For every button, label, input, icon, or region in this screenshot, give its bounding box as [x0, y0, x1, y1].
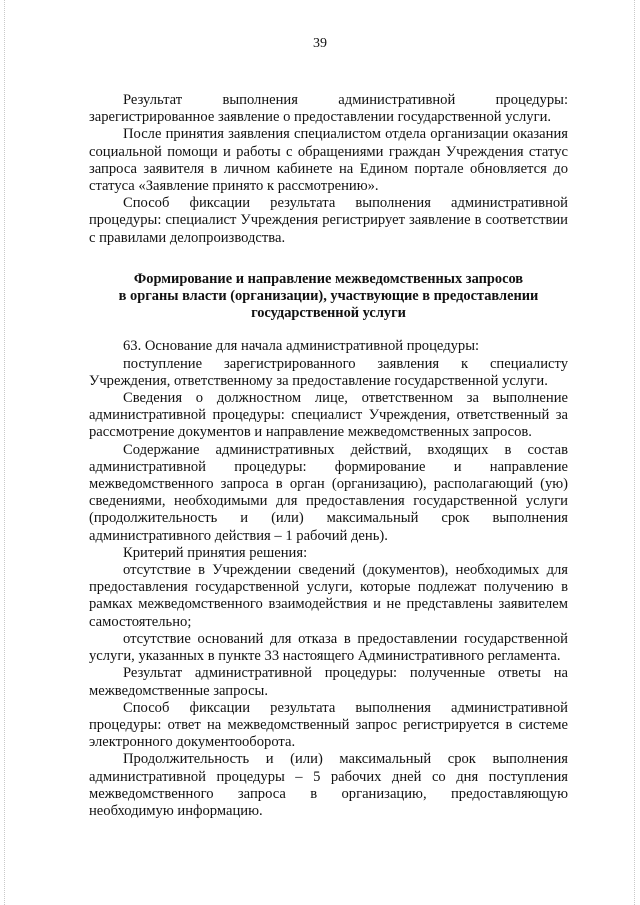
paragraph: Результат выполнения административной процедуры: зарегистрированное заявление о предоставлении государственной услуги.	[89, 92, 568, 126]
paragraph: Результат административной процедуры: полученные ответы на межведомственные запросы.	[89, 665, 568, 699]
heading-line: Формирование и направление межведомственных запросов	[133, 270, 524, 287]
paragraph: Способ фиксации результата выполнения административной процедуры: ответ на межведомственный запрос регистрируется в системе электронного документооборота.	[89, 699, 568, 751]
paragraph: Содержание административных действий, входящих в состав административной процедуры: формирование и направление межведомственного запроса в орган (организацию), располагающий (ую) сведениями, необходимыми для предоставления государственной услуги (продолжительность и (или) максимальный срок выполнения административного действия – 1 рабочий день).	[89, 441, 568, 544]
paragraph: 63. Основание для начала административной процедуры:	[123, 338, 480, 355]
section-heading	[89, 271, 568, 323]
paragraph: Продолжительность и (или) максимальный срок выполнения административной процедуры – 5 рабочих дней со дня поступления межведомственного запроса в организацию, предоставляющую необходимую информацию.	[89, 751, 568, 819]
paragraph: отсутствие в Учреждении сведений (документов), необходимых для предоставления государственной услуги, которые подлежат получению в рамках межведомственного взаимодействия и не представлены заявителем самостоятельно;	[89, 562, 568, 630]
paragraph: Критерий принятия решения:	[123, 544, 308, 561]
document-body	[89, 92, 568, 820]
right-margin-mark	[634, 0, 636, 905]
heading-line: государственной услуги	[251, 305, 406, 322]
paragraph: отсутствие оснований для отказа в предоставлении государственной услуги, указанных в пункте 33 настоящего Административного регламента.	[89, 630, 568, 665]
paragraph: Способ фиксации результата выполнения административной процедуры: специалист Учреждения регистрирует заявление в соответствии с правилами делопроизводства.	[89, 195, 568, 246]
left-margin-mark	[4, 0, 6, 905]
paragraph: поступление зарегистрированного заявления к специалисту Учреждения, ответственному за предоставление государственной услуги.	[89, 355, 568, 389]
paragraph: После принятия заявления специалистом отдела организации оказания социальной помощи и работы с обращениями граждан Учреждения статус запроса заявителя в личном кабинете на Едином портале обновляется до статуса «Заявление принято к рассмотрению».	[89, 126, 568, 195]
heading-line: в органы власти (организации), участвующие в предоставлении	[118, 288, 539, 305]
paragraph: Сведения о должностном лице, ответственном за выполнение административной процедуры: специалист Учреждения, ответственный за рассмотрение документов и направление межведомственных запросов.	[89, 390, 568, 441]
page-number: 39	[313, 36, 327, 51]
